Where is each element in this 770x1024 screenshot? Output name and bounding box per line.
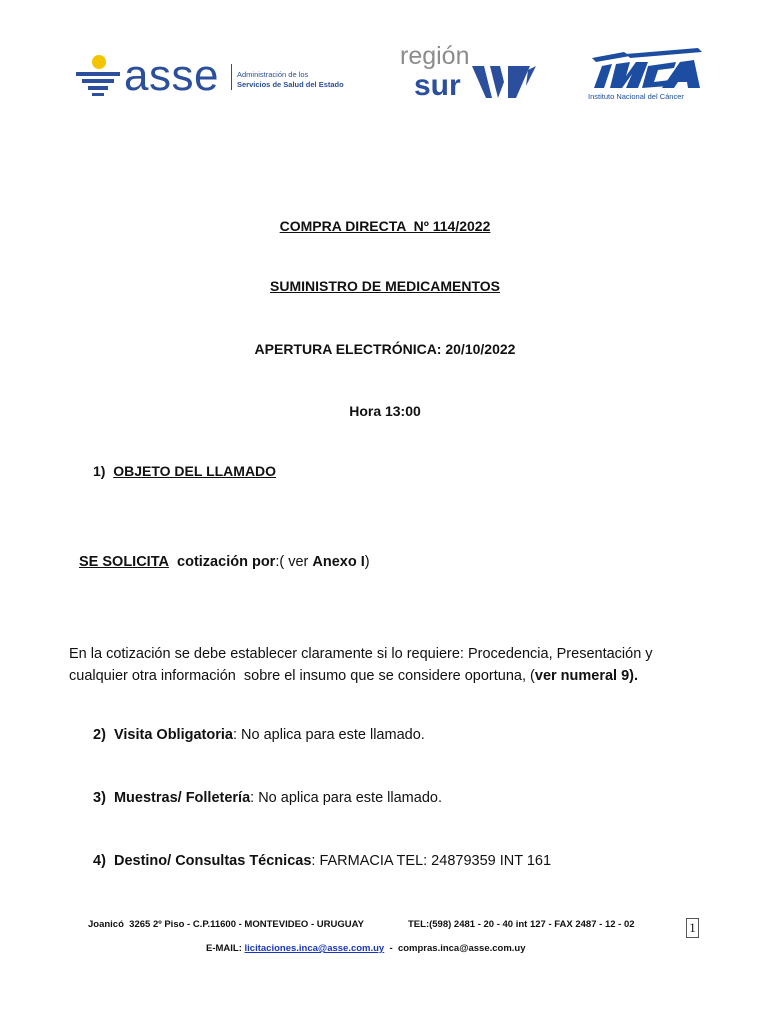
sur-wordmark: sur [414, 69, 461, 102]
footer-phones: TEL:(598) 2481 - 20 - 40 int 127 - FAX 2487 - 12 - 02 [408, 919, 635, 930]
document-title-text: COMPRA DIRECTA Nº 114/2022 [279, 218, 491, 234]
page-number: 1 [686, 918, 699, 938]
asse-subtitle [237, 70, 344, 90]
footer-address: Joanicó 3265 2º Piso - C.P.11600 - MONTEVIDEO - URUGUAY [88, 919, 364, 930]
solicita-bold-text: cotización por [177, 554, 276, 570]
quote-paragraph-line2-bold: ver numeral 9). [534, 668, 639, 684]
section-4-heading: Destino/ Consultas Técnicas [113, 853, 312, 869]
document-subject-text: SUMINISTRO DE MEDICAMENTOS [270, 278, 500, 294]
inca-logo [586, 48, 706, 106]
section-1-number: 1) [93, 463, 106, 479]
solicita-line [79, 554, 370, 570]
solicita-annex: Anexo I [312, 554, 365, 570]
opening-date: APERTURA ELECTRÓNICA: 20/10/2022 [254, 341, 516, 357]
footer-email2: compras.inca@asse.com.uy [397, 943, 526, 954]
section-2-heading: Visita Obligatoria [113, 727, 233, 743]
quote-paragraph [69, 643, 729, 687]
asse-logo [74, 48, 374, 104]
asse-subtitle-line1: Administración de los [237, 70, 309, 79]
section-4 [93, 853, 551, 869]
quote-paragraph-line2-text: cualquier otra información sobre el insumo que se considere oportuna, ( [69, 668, 535, 684]
asse-sun-icon [74, 48, 124, 104]
section-2-number: 2) [93, 727, 106, 743]
asse-divider [231, 64, 232, 90]
section-2-text: : No aplica para este llamado. [232, 727, 425, 743]
section-3 [93, 790, 442, 806]
section-3-number: 3) [93, 790, 106, 806]
solicita-label: SE SOLICITA [79, 554, 169, 570]
section-4-number: 4) [93, 853, 106, 869]
section-3-text: : No aplica para este llamado. [250, 790, 442, 806]
quote-paragraph-line1: En la cotización se debe establecer claramente si lo requiere: Procedencia, Presentación y [69, 646, 653, 662]
solicita-text-a: :( ver [275, 554, 313, 570]
document-subject [0, 278, 770, 294]
section-1-heading [93, 463, 276, 479]
section-3-heading: Muestras/ Folletería [113, 790, 251, 806]
asse-subtitle-line2: Servicios de Salud del Estado [237, 80, 344, 89]
inca-emblem-icon [586, 48, 706, 92]
solicita-text-b: ) [364, 554, 370, 570]
footer-email-link[interactable]: licitaciones.inca@asse.com.uy [244, 943, 385, 954]
region-sur-logo [396, 40, 544, 106]
asse-wordmark: asse [124, 51, 219, 100]
footer-email-line [206, 943, 526, 954]
region-wordmark: región [400, 42, 470, 70]
section-2 [93, 727, 425, 743]
quote-paragraph-line2 [69, 665, 729, 687]
footer-email-separator: - [384, 943, 398, 954]
section-4-text: : FARMACIA TEL: 24879359 INT 161 [311, 853, 552, 869]
footer-email-label: E-MAIL: [206, 943, 245, 954]
opening-hour: Hora 13:00 [349, 403, 421, 419]
section-1-title: OBJETO DEL LLAMADO [113, 463, 277, 479]
region-sur-chevrons-icon [472, 64, 542, 104]
document-title [0, 218, 770, 234]
inca-subtitle: Instituto Nacional del Cáncer [588, 92, 684, 101]
